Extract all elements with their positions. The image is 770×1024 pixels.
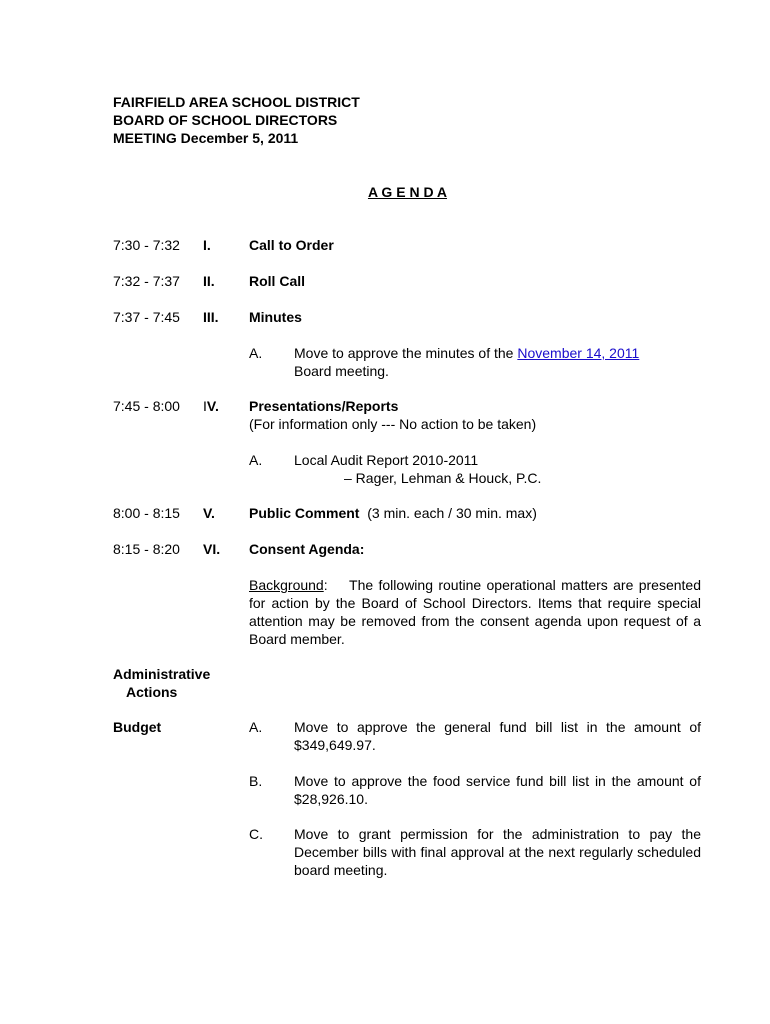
item-title: Presentations/Reports bbox=[249, 398, 399, 414]
item-title: Consent Agenda: bbox=[249, 541, 365, 557]
item-title-line bbox=[249, 504, 537, 522]
item-title: Roll Call bbox=[249, 273, 306, 289]
budget-item-text: Move to grant permission for the administration to pay the December bills with final approval at the next regularly scheduled board meeting. bbox=[294, 826, 701, 878]
item-numeral: I. bbox=[203, 237, 211, 253]
item-numeral: V. bbox=[203, 505, 215, 521]
section-heading-admin: Administrative bbox=[113, 666, 211, 682]
item-title: Public Comment bbox=[249, 505, 360, 521]
item-time: 7:45 - 8:00 bbox=[113, 398, 180, 414]
subitem-presenter: – Rager, Lehman & Houck, P.C. bbox=[344, 470, 542, 486]
background-label: Background bbox=[249, 577, 324, 593]
item-subtitle: (For information only --- No action to be taken) bbox=[249, 416, 537, 432]
minutes-link[interactable]: November 14, 2011 bbox=[517, 345, 640, 361]
budget-item-letter: C. bbox=[249, 826, 263, 842]
budget-item-text: Move to approve the food service fund bill list in the amount of $28,926.10. bbox=[294, 773, 701, 807]
agenda-title: A G E N D A bbox=[367, 184, 448, 200]
subitem-letter: A. bbox=[249, 345, 263, 361]
background-colon: : bbox=[323, 577, 328, 593]
consent-background bbox=[249, 576, 701, 648]
background-text: The following routine operational matters are presented for action by the Board of School Directors. Items that require special attention may be removed from the consent agenda upon request of a Board member. bbox=[249, 577, 702, 647]
item-time: 8:15 - 8:20 bbox=[113, 541, 180, 557]
item-numeral bbox=[203, 397, 219, 415]
item-time: 8:00 - 8:15 bbox=[113, 505, 180, 521]
budget-item-text: Move to approve the general fund bill list in the amount of $349,649.97. bbox=[294, 719, 701, 753]
item-note: (3 min. each / 30 min. max) bbox=[367, 505, 537, 521]
budget-label: Budget bbox=[113, 719, 162, 735]
subitem-text-end: Board meeting. bbox=[294, 363, 389, 379]
item-numeral: III. bbox=[203, 309, 219, 325]
item-numeral-prefix: I bbox=[203, 398, 207, 414]
item-numeral: II. bbox=[203, 273, 215, 289]
item-numeral-suffix: V. bbox=[206, 398, 219, 414]
subitem-letter: A. bbox=[249, 452, 263, 468]
subitem-text-start: Move to approve the minutes of the bbox=[294, 345, 518, 361]
item-time: 7:37 - 7:45 bbox=[113, 309, 180, 325]
board-name: BOARD OF SCHOOL DIRECTORS bbox=[113, 112, 338, 128]
item-title: Minutes bbox=[249, 309, 302, 325]
budget-item-letter: A. bbox=[249, 719, 263, 735]
item-time: 7:32 - 7:37 bbox=[113, 273, 180, 289]
subitem-text bbox=[294, 344, 639, 362]
meeting-date: MEETING December 5, 2011 bbox=[113, 130, 299, 146]
item-time: 7:30 - 7:32 bbox=[113, 237, 180, 253]
budget-item-letter: B. bbox=[249, 773, 263, 789]
section-heading-actions: Actions bbox=[126, 684, 178, 700]
item-numeral: VI. bbox=[203, 541, 221, 557]
district-name: FAIRFIELD AREA SCHOOL DISTRICT bbox=[113, 94, 360, 110]
subitem-text: Local Audit Report 2010-2011 bbox=[294, 452, 479, 468]
item-title: Call to Order bbox=[249, 237, 334, 253]
